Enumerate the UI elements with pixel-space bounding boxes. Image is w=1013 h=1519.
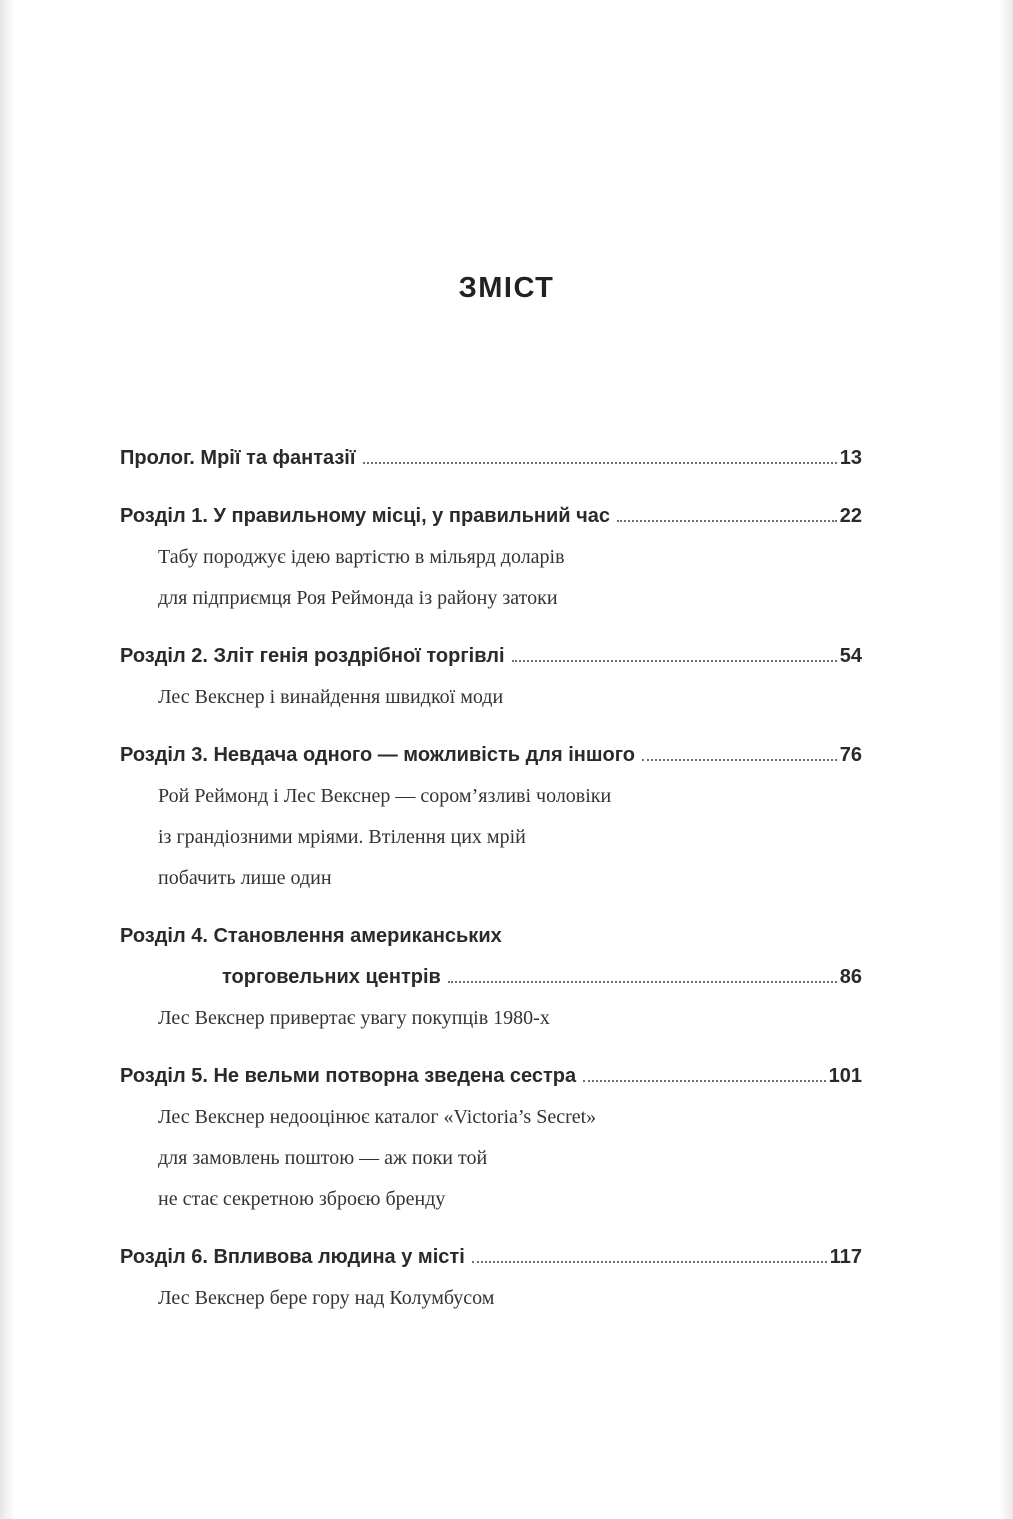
toc-entry-chapter-6 xyxy=(120,1237,862,1319)
leader-dots xyxy=(363,462,837,464)
toc-heading-row xyxy=(120,438,862,479)
toc-entry-subtitle: Табу породжує ідею вартістю в мільярд доларів xyxy=(158,546,565,568)
toc-entry-heading: Пролог. Мрії та фантазії xyxy=(120,447,356,469)
toc-entry-page-number: 86 xyxy=(839,966,862,988)
toc-entry-subtitle: для підприємця Роя Реймонда із району затоки xyxy=(158,587,558,609)
toc-heading-row xyxy=(120,735,862,776)
toc-entry-heading: Розділ 5. Не вельми потворна зведена сестра xyxy=(120,1065,577,1087)
toc-entry-heading-line1: Розділ 4. Становлення американських xyxy=(120,925,502,947)
toc-entry-page-number: 117 xyxy=(829,1246,862,1268)
toc-entry-subtitle: побачить лише один xyxy=(158,867,332,889)
toc-entry-chapter-5 xyxy=(120,1056,862,1220)
toc-entry-subtitle: Рой Реймонд і Лес Векснер — сором’язливі чоловіки xyxy=(158,785,612,807)
toc-entry-chapter-4 xyxy=(120,916,862,1039)
toc-entry-heading-line2: торговельних центрів xyxy=(222,966,441,988)
toc-entry-chapter-1 xyxy=(120,496,862,619)
toc-entry-subtitle: для замовлень поштою — аж поки той xyxy=(158,1147,488,1169)
leader-dots xyxy=(448,981,837,983)
leader-dots xyxy=(472,1261,827,1263)
leader-dots xyxy=(617,520,837,522)
toc-entry-heading: Розділ 6. Впливова людина у місті xyxy=(120,1246,465,1268)
toc-entry-chapter-2 xyxy=(120,636,862,718)
toc-entry-heading: Розділ 1. У правильному місці, у правильний час xyxy=(120,505,610,527)
page-edge-shadow-left xyxy=(0,0,14,1519)
toc-entry-subtitle: Лес Векснер привертає увагу покупців 1980-х xyxy=(158,1007,550,1029)
toc-entry-page-number: 22 xyxy=(839,505,862,527)
leader-dots xyxy=(642,759,837,761)
toc-entry-subtitle: не стає секретною зброєю бренду xyxy=(158,1188,446,1210)
toc-entry-page-number: 54 xyxy=(839,645,862,667)
toc-entry-subtitle: Лес Векснер недооцінює каталог «Victoria’s Secret» xyxy=(158,1106,597,1128)
toc-entry-page-number: 13 xyxy=(839,447,862,469)
toc-heading-row xyxy=(120,636,862,677)
toc-entry-subtitle: із грандіозними мріями. Втілення цих мрій xyxy=(158,826,526,848)
page-edge-shadow-right xyxy=(999,0,1013,1519)
toc-heading-row xyxy=(120,1056,862,1097)
table-of-contents xyxy=(120,438,862,1336)
toc-entry-subtitle: Лес Векснер бере гору над Колумбусом xyxy=(158,1287,495,1309)
leader-dots xyxy=(583,1080,825,1082)
toc-entry-heading: Розділ 3. Невдача одного — можливість для іншого xyxy=(120,744,636,766)
toc-entry-page-number: 101 xyxy=(828,1065,862,1087)
toc-heading-row xyxy=(120,496,862,537)
toc-entry-chapter-3 xyxy=(120,735,862,899)
toc-entry-page-number: 76 xyxy=(839,744,862,766)
toc-heading-row xyxy=(120,957,862,998)
toc-entry-heading: Розділ 2. Зліт генія роздрібної торгівлі xyxy=(120,645,505,667)
page-title: ЗМІСТ xyxy=(458,272,555,304)
toc-entry-prologue xyxy=(120,438,862,479)
leader-dots xyxy=(512,660,837,662)
toc-entry-subtitle: Лес Векснер і винайдення швидкої моди xyxy=(158,686,504,708)
toc-heading-row xyxy=(120,1237,862,1278)
